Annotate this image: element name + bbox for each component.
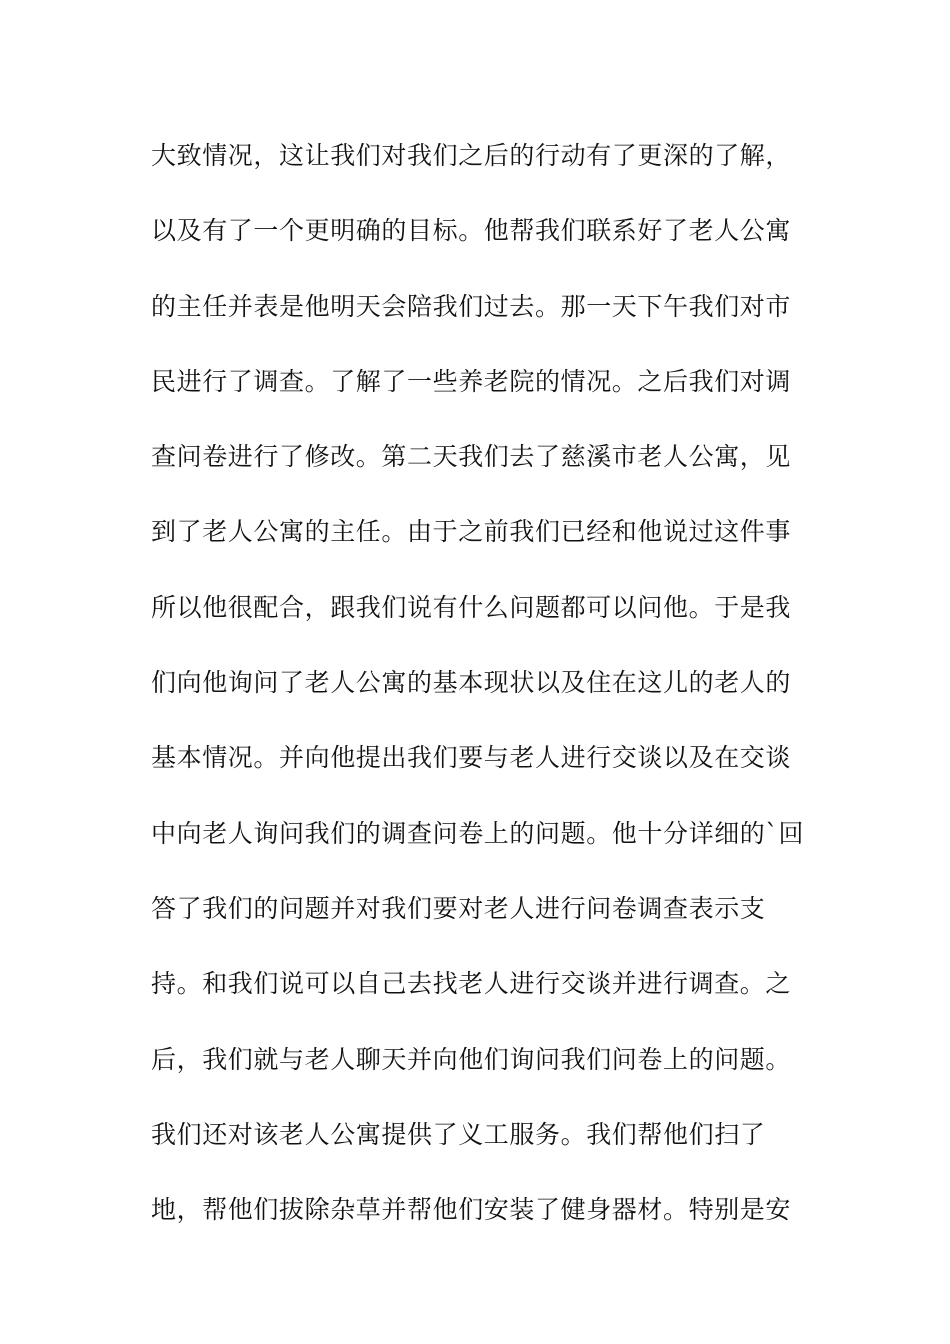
body-text <box>151 128 811 1257</box>
text-line: 我们还对该老人公寓提供了义工服务。我们帮他们扫了 <box>151 1119 766 1149</box>
text-line: 大致情况，这让我们对我们之后的行动有了更深的了解， <box>151 141 792 170</box>
text-line: 中向老人询问我们的调查问卷上的问题。他十分详细的`回 <box>151 818 805 848</box>
text-line: 持。和我们说可以自己去找老人进行交谈并进行调查。之 <box>151 969 792 999</box>
text-line: 的主任并表是他明天会陪我们过去。那一天下午我们对市 <box>151 291 792 321</box>
text-line: 查问卷进行了修改。第二天我们去了慈溪市老人公寓，见 <box>151 442 792 472</box>
text-line: 们向他询问了老人公寓的基本现状以及住在这儿的老人的 <box>151 668 792 698</box>
text-line: 以及有了一个更明确的目标。他帮我们联系好了老人公寓 <box>151 216 792 246</box>
text-line: 后，我们就与老人聊天并向他们询问我们问卷上的问题。 <box>151 1044 792 1074</box>
text-line: 基本情况。并向他提出我们要与老人进行交谈以及在交谈 <box>151 743 792 773</box>
text-line: 答了我们的问题并对我们要对老人进行问卷调查表示支 <box>151 893 766 923</box>
text-line: 地，帮他们拔除杂草并帮他们安装了健身器材。特别是安 <box>151 1195 792 1225</box>
text-line: 民进行了调查。了解了一些养老院的情况。之后我们对调 <box>151 366 792 396</box>
text-line: 所以他很配合，跟我们说有什么问题都可以问他。于是我 <box>151 592 792 622</box>
text-line: 到了老人公寓的主任。由于之前我们已经和他说过这件事 <box>151 517 792 547</box>
